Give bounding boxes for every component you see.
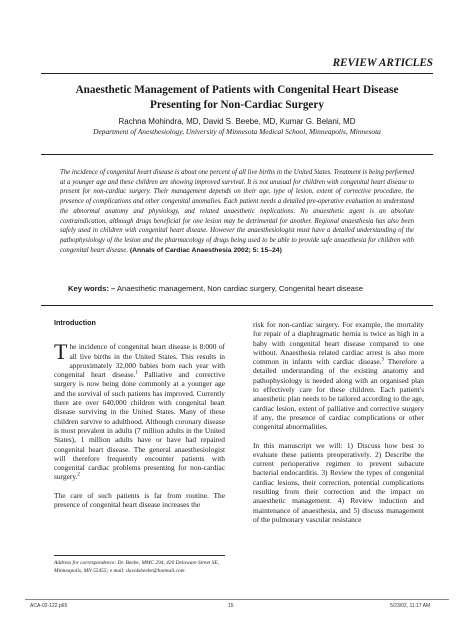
reference-3: 3 [381, 357, 385, 363]
affiliation: Department of Anesthesiology, University of Minnesota Medical School, Minneapolis, Minnesota [93, 127, 381, 136]
abstract-rule-top [41, 154, 433, 155]
section-label: REVIEW ARTICLES [332, 57, 433, 69]
right-p1-text-a: risk for non-cardiac surgery. For example, the mortality for repair of a diaphragmatic hernia is twice as high in a baby with congenital heart disease compared to one without. Anaesthesia related cardiac arrest is also more common in infants with cardiac disease. [253, 320, 424, 367]
correspondence-footnote: Address for correspondence: Dr. Beebe, MMC 294, 420 Delaware Street SE, Minneapolis, MN 55455; e mail: davidsbeebe@hotmail.com [54, 560, 220, 574]
intro-p1-text-b: Palliative and corrective surgery is now being done commonly at a younger age and the survival of such patients has improved. Currently there are over 640,000 children with congenital heart disease surviving in the United States. Many of these children survive to adulthood. Although coronary disease is most prevalent in adults (7 million adults in the United States), 1 million adults have or have had repaired congenital heart disease. The general anaesthesiologist will therefore frequently encounter patients with congenital cardiac problems presenting for non-cardiac surgery. [54, 370, 225, 482]
reference-1: 1 [135, 370, 138, 376]
intro-paragraph-2: The care of such patients is far from routine. The presence of congenital heart disease increases the [54, 490, 225, 510]
title-line-1: Anaesthetic Management of Patients with Congenital Heart Disease [75, 84, 399, 96]
abstract [60, 168, 414, 255]
drop-cap: T [54, 339, 68, 365]
keywords [68, 284, 424, 293]
abstract-citation: (Annals of Cardiac Anaesthesia 2002; 5: 15–24) [129, 246, 282, 254]
intro-p1-text-a: he incidence of congenital heart disease is 8:000 of all live births in the United States. This results in approximately 32,000 babies born each year with congenital heart disease. [54, 342, 225, 380]
page-footer-rule [25, 599, 449, 600]
footer-filename: ACA-02-122.p65 [30, 603, 68, 609]
right-paragraph-2: In this manuscript we will: 1) Discuss how best to evaluate these patients preoperatively. 2) Describe the current perioperative regimen to prevent subacute bacterial endocarditis. 3) Review the types of congenital cardiac lesions, their correction, potential complications resulting from their correction and the impact on anaesthetic management. 4) Review induction and maintenance of anaesthesia, and 5) discuss management of the pulmonary vascular resistance [253, 440, 424, 524]
intro-paragraph-1 [54, 339, 225, 482]
footer-timestamp: 5/23/02, 11:17 AM [390, 603, 431, 609]
abstract-text: The incidence of congenital heart disease is about one percent of all live births in the United States. Treatment is being performed at a younger age and these children are showing improved survival. It is not unusual for children with congenital heart disease to present for non-cardiac surgery. Their management depends on their age, type of lesion, extent of corrective procedure, the presence of complications and other congenital anomalies. Each patient needs a detailed pre-operative evaluation to understand the abnormal anatomy and physiology, and related anaesthetic implications. No anaesthetic agent is an absolute contraindication, although drugs beneficial for one lesion may be detrimental for another. Regional anaesthesia has also been safely used in children with congenital heart disease. However the anaesthesiologist must have a detailed understanding of the pathophysiology of the lesion and the pharmacology of drugs being used to be able to provide safe anaesthesia for children with congenital heart disease. [60, 169, 414, 254]
keywords-text: Anaesthetic management, Non cardiac surgery, Congenital heart disease [116, 284, 363, 293]
reference-2: 2 [77, 472, 80, 478]
footnote-rule [54, 555, 225, 556]
right-column [253, 320, 424, 524]
section-heading-introduction: Introduction [54, 318, 96, 327]
footer-page-number: 15 [228, 603, 234, 609]
title-line-2: Presenting for Non-Cardiac Surgery [150, 98, 324, 111]
right-p1-text-b: Therefore a detailed understanding of the existing anatomy and pathophysiology is needed along with an organised plan to effectively care for these children. Each patient's anaesthetic plan needs to be tailored according to the age, cardiac lesion, extent of palliative and corrective surgery if any, the presence of cardiac complications or other congenital abnormalities. [253, 357, 424, 432]
keywords-label: Key words: – [68, 284, 116, 293]
right-paragraph-1 [253, 320, 424, 432]
authors: Rachna Mohindra, MD, David S. Beebe, MD, Kumar G. Belani, MD [118, 117, 356, 126]
article-title [30, 83, 444, 112]
left-column [54, 318, 225, 509]
header-rule [41, 73, 433, 74]
abstract-rule-bottom [41, 305, 433, 306]
